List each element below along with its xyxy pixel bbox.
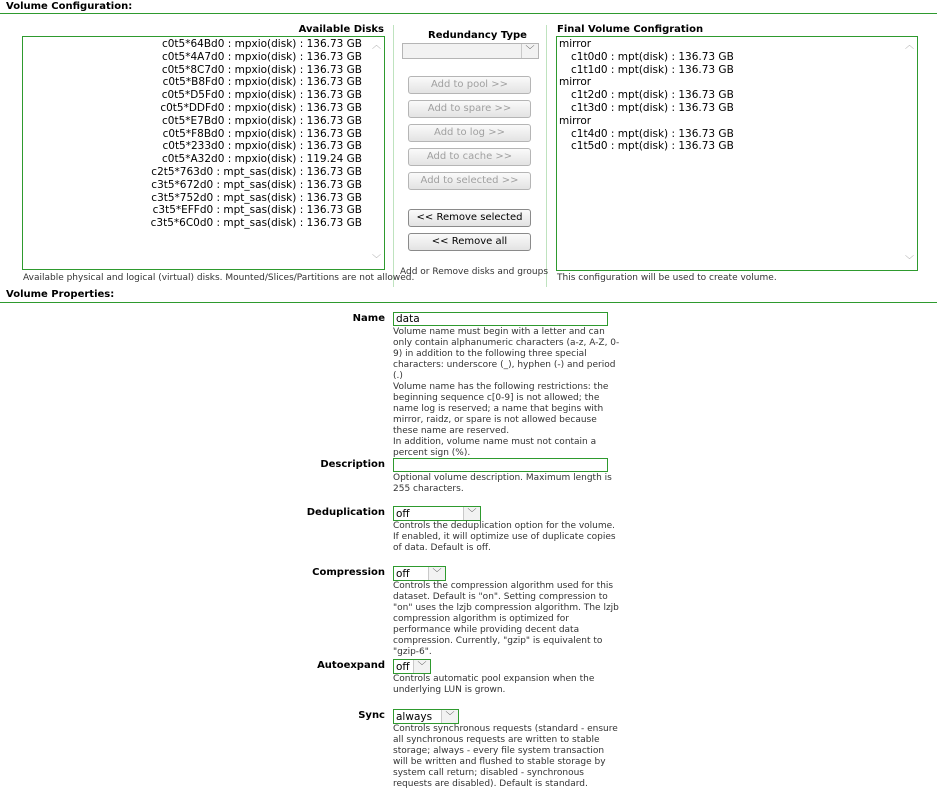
add-to-spare-button[interactable]: Add to spare >> (408, 100, 531, 118)
add-to-log-button[interactable]: Add to log >> (408, 124, 531, 142)
sync-select[interactable] (393, 709, 459, 724)
add-to-selected-button[interactable]: Add to selected >> (408, 172, 531, 190)
description-input[interactable] (393, 458, 608, 472)
chevron-down-icon[interactable]: ﹀ (372, 255, 382, 265)
available-disk-item[interactable]: c0t5*4A7d0 : mpxio(disk) : 136.73 GB (161, 50, 362, 63)
available-disk-item[interactable]: c0t5*8C7d0 : mpxio(disk) : 136.73 GB (161, 63, 362, 76)
deduplication-select[interactable] (393, 506, 481, 521)
available-disk-item[interactable]: c2t5*763d0 : mpt_sas(disk) : 136.73 GB (151, 165, 362, 178)
autoexpand-select[interactable] (393, 659, 431, 674)
final-volume-items (559, 38, 734, 153)
vdev-group-label[interactable]: mirror (559, 76, 592, 89)
final-volume-header: Final Volume Configration (557, 24, 704, 35)
compression-value: off (396, 568, 410, 580)
remove-selected-button[interactable]: << Remove selected (408, 209, 531, 227)
chevron-up-icon[interactable]: ︿ (372, 41, 382, 51)
name-help-line: In addition, volume name must not contain a percent sign (%). (393, 437, 597, 458)
add-to-pool-button[interactable]: Add to pool >> (408, 76, 531, 94)
volume-configuration-title: Volume Configuration: (6, 1, 133, 12)
available-disk-item[interactable]: c0t5*A32d0 : mpxio(disk) : 119.24 GB (161, 153, 362, 166)
name-help-line: Volume name must begin with a letter and can only contain alphanumeric characters (a-z, A-Z, 0-9) in addition to the following three special characters: underscore (_), hyphen (-) and period (.) (393, 327, 620, 381)
add-to-cache-button[interactable]: Add to cache >> (408, 148, 531, 166)
vdev-disk-item[interactable]: c1t0d0 : mpt(disk) : 136.73 GB (571, 50, 734, 63)
autoexpand-help: Controls automatic pool expansion when the underlying LUN is grown. (393, 674, 595, 695)
name-help (393, 327, 621, 459)
redundancy-type-header: Redundancy Type (428, 30, 527, 41)
available-disks-header: Available Disks (298, 24, 384, 35)
available-disk-item[interactable]: c3t5*752d0 : mpt_sas(disk) : 136.73 GB (151, 191, 362, 204)
vdev-disk-item[interactable]: c1t3d0 : mpt(disk) : 136.73 GB (571, 101, 734, 114)
deduplication-label: Deduplication (306, 507, 385, 518)
available-disks-items (151, 38, 362, 230)
name-help-line: Volume name has the following restrictions: the beginning sequence c[0-9] is not allowed; the name log is reserved; a name that begins with mirror, raidz, or spare is not allowed because these name are reserved. (393, 382, 609, 436)
chevron-down-icon: ﹀ (413, 660, 430, 673)
redundancy-help: Add or Remove disks and groups (400, 267, 549, 277)
available-disk-item[interactable]: c0t5*64Bd0 : mpxio(disk) : 136.73 GB (161, 38, 362, 50)
compression-select[interactable] (393, 566, 446, 581)
available-disks-help: Available physical and logical (virtual) disks. Mounted/Slices/Partitions are not allowed. (23, 273, 415, 283)
vdev-disk-item[interactable]: c1t5d0 : mpt(disk) : 136.73 GB (571, 140, 734, 153)
vdev-group-label[interactable]: mirror (559, 114, 592, 127)
deduplication-value: off (396, 508, 410, 520)
redundancy-type-select[interactable] (402, 43, 539, 59)
description-help: Optional volume description. Maximum length is 255 characters. (393, 473, 612, 494)
compression-help: Controls the compression algorithm used for this dataset. Default is "on". Setting compression to "on" uses the lzjb compression algorithm. The lzjb compression algorithm is optimized for performance while providing decent data compression. Currently, "gzip" is equivalent to "gzip-6". (393, 581, 619, 657)
chevron-down-icon: ﹀ (521, 44, 538, 58)
sync-value: always (396, 711, 433, 723)
section-divider (0, 302, 937, 303)
available-disk-item[interactable]: c3t5*6C0d0 : mpt_sas(disk) : 136.73 GB (150, 217, 362, 230)
chevron-down-icon[interactable]: ﹀ (905, 256, 915, 266)
available-disk-item[interactable]: c0t5*D5Fd0 : mpxio(disk) : 136.73 GB (161, 89, 362, 102)
final-volume-scrollbar[interactable] (902, 37, 917, 270)
available-disk-item[interactable]: c0t5*E7Bd0 : mpxio(disk) : 136.73 GB (162, 114, 362, 127)
available-disk-item[interactable]: c0t5*B8Fd0 : mpxio(disk) : 136.73 GB (162, 76, 362, 89)
sync-label: Sync (358, 710, 385, 721)
available-disk-item[interactable]: c3t5*EFFd0 : mpt_sas(disk) : 136.73 GB (152, 204, 362, 217)
autoexpand-label: Autoexpand (317, 660, 385, 671)
column-divider-right (546, 25, 547, 287)
description-label: Description (320, 459, 385, 470)
available-disk-item[interactable]: c0t5*DDFd0 : mpxio(disk) : 136.73 GB (160, 101, 362, 114)
available-disk-item[interactable]: c3t5*672d0 : mpt_sas(disk) : 136.73 GB (151, 178, 362, 191)
vdev-disk-item[interactable]: c1t1d0 : mpt(disk) : 136.73 GB (571, 63, 734, 76)
available-disk-item[interactable]: c0t5*233d0 : mpxio(disk) : 136.73 GB (162, 140, 362, 153)
name-input[interactable]: data (393, 312, 608, 326)
vdev-disk-item[interactable]: c1t2d0 : mpt(disk) : 136.73 GB (571, 89, 734, 102)
column-divider-left (393, 25, 394, 287)
sync-help: Controls synchronous requests (standard - ensure all synchronous requests are written to stable storage; always - every file system transaction will be written and flushed to stable storage by system call return; disabled - synchronous requests are disabled). Default is standard. (393, 724, 618, 789)
available-disks-scrollbar[interactable] (369, 37, 384, 269)
chevron-down-icon: ﹀ (441, 710, 458, 723)
final-volume-list[interactable] (556, 36, 918, 271)
section-divider (0, 13, 937, 14)
final-volume-help: This configuration will be used to create volume. (557, 273, 777, 283)
deduplication-help: Controls the deduplication option for the volume. If enabled, it will optimize use of duplicate copies of data. Default is off. (393, 521, 616, 553)
chevron-down-icon: ﹀ (428, 567, 445, 580)
volume-properties-title: Volume Properties: (6, 289, 115, 300)
vdev-group-label[interactable]: mirror (559, 38, 592, 50)
autoexpand-value: off (396, 661, 410, 673)
available-disks-list[interactable] (22, 36, 385, 270)
vdev-disk-item[interactable]: c1t4d0 : mpt(disk) : 136.73 GB (571, 127, 734, 140)
chevron-down-icon: ﹀ (463, 507, 480, 520)
remove-all-button[interactable]: << Remove all (408, 233, 531, 251)
available-disk-item[interactable]: c0t5*F8Bd0 : mpxio(disk) : 136.73 GB (162, 127, 362, 140)
chevron-up-icon[interactable]: ︿ (905, 41, 915, 51)
name-label: Name (352, 313, 385, 324)
compression-label: Compression (312, 567, 385, 578)
